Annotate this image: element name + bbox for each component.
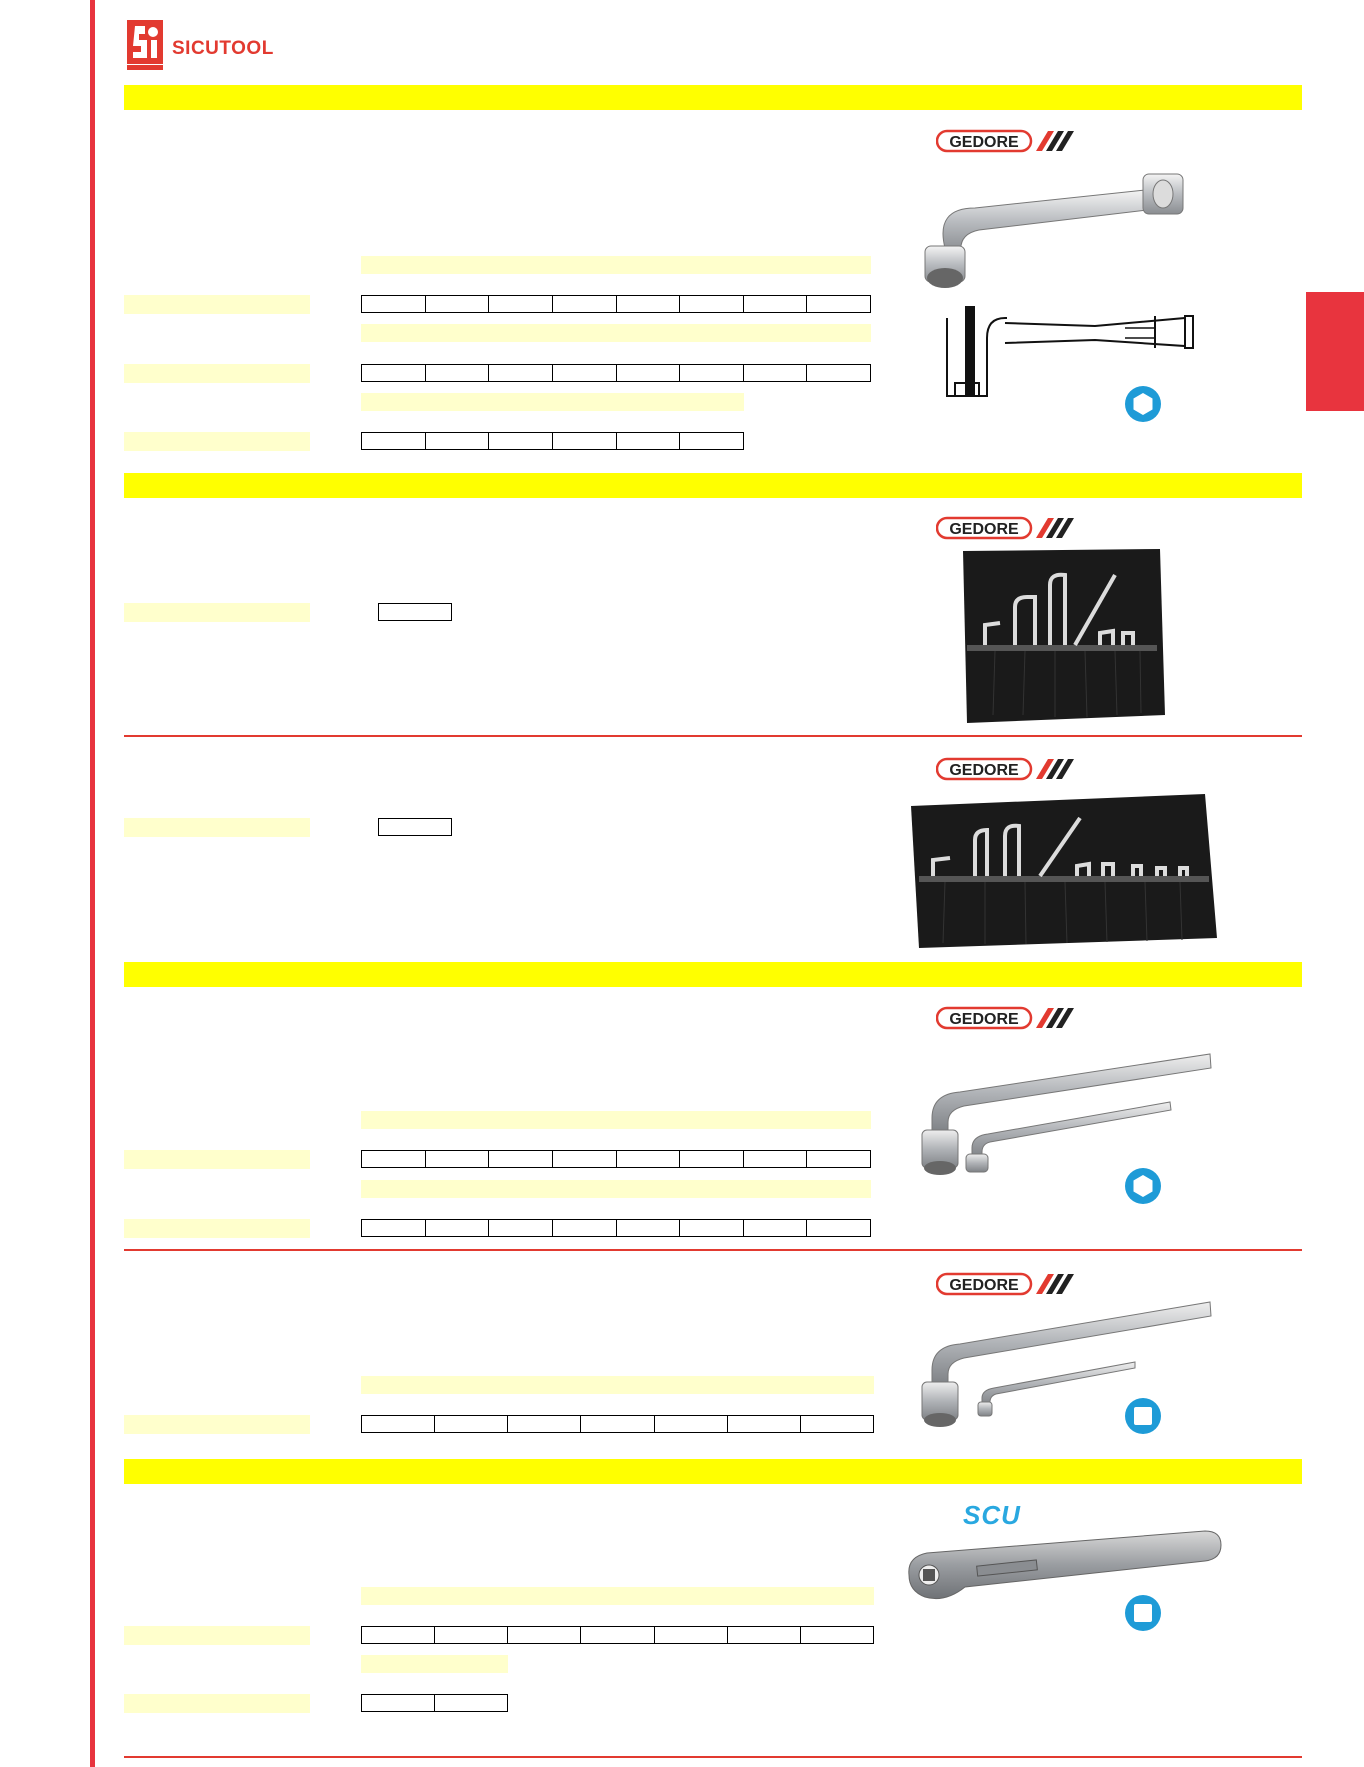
table-cell — [425, 1151, 489, 1167]
table-header-bar — [361, 1655, 508, 1673]
table-cell — [800, 1627, 873, 1643]
table-header-bar — [361, 324, 871, 342]
scu-brand-text: SCU — [963, 1502, 1021, 1528]
row-label-bar — [124, 364, 310, 383]
table-cell — [362, 1695, 434, 1711]
tool-roll-large-set-image — [905, 788, 1220, 953]
gedore-brand-text: GEDORE — [949, 1277, 1019, 1294]
table-cell — [507, 1627, 580, 1643]
table-cell — [434, 1416, 507, 1432]
table-header-bar — [361, 1180, 871, 1198]
table-cell — [806, 1151, 870, 1167]
table-cell — [616, 433, 680, 449]
gedore-brand-text: GEDORE — [949, 521, 1019, 538]
table-row — [361, 295, 871, 313]
table-row — [361, 1219, 871, 1237]
table-cell — [362, 1220, 425, 1236]
table-cell — [362, 1627, 434, 1643]
row-label-bar — [124, 432, 310, 451]
table-header-bar — [361, 1111, 871, 1129]
row-label-bar — [124, 603, 310, 622]
table-cell — [488, 1220, 552, 1236]
table-header-bar — [361, 256, 871, 274]
row-label-bar — [124, 1219, 310, 1238]
table-cell — [806, 296, 870, 312]
gedore-brand-text: GEDORE — [949, 1011, 1019, 1028]
table-cell — [362, 433, 425, 449]
gedore-badge — [936, 515, 1076, 546]
table-cell — [743, 365, 807, 381]
table-row — [361, 1626, 874, 1644]
article-box — [378, 818, 452, 836]
table-row — [361, 432, 744, 450]
table-cell — [362, 365, 425, 381]
table-cell — [488, 365, 552, 381]
table-cell — [552, 433, 616, 449]
table-cell — [552, 296, 616, 312]
section-band-1 — [124, 85, 1302, 110]
table-cell — [434, 1695, 507, 1711]
table-cell — [743, 296, 807, 312]
section-divider — [124, 1249, 1302, 1251]
hexagon-profile-icon — [1124, 385, 1162, 428]
table-cell — [743, 1151, 807, 1167]
page-margin-line — [90, 0, 95, 1767]
table-header-bar — [361, 1376, 874, 1394]
table-cell — [488, 433, 552, 449]
section-divider — [124, 1756, 1302, 1758]
table-cell — [580, 1416, 653, 1432]
table-cell — [434, 1627, 507, 1643]
table-cell — [507, 1416, 580, 1432]
brand-name: SICUTOOL — [172, 38, 274, 59]
row-label-bar — [124, 818, 310, 837]
square-profile-icon — [1124, 1594, 1162, 1637]
hexagon-profile-icon — [1124, 1167, 1162, 1210]
table-cell — [654, 1416, 727, 1432]
section-band-4 — [124, 1459, 1302, 1484]
gedore-badge — [936, 756, 1076, 787]
gedore-badge — [936, 1005, 1076, 1036]
angled-socket-wrench-image — [915, 168, 1215, 413]
table-cell — [616, 1151, 680, 1167]
table-cell — [425, 365, 489, 381]
table-row — [361, 1415, 874, 1433]
table-cell — [806, 1220, 870, 1236]
table-cell — [552, 365, 616, 381]
table-row — [361, 1694, 508, 1712]
flat-square-wrench-image — [905, 1525, 1225, 1620]
section-divider — [124, 735, 1302, 737]
table-cell — [679, 296, 743, 312]
table-cell — [580, 1627, 653, 1643]
l-socket-wrench-pair-image — [910, 1048, 1220, 1193]
table-cell — [425, 1220, 489, 1236]
sicutool-logo — [127, 20, 163, 75]
table-cell — [806, 365, 870, 381]
table-cell — [425, 433, 489, 449]
table-cell — [800, 1416, 873, 1432]
gedore-brand-text: GEDORE — [949, 134, 1019, 151]
table-cell — [488, 1151, 552, 1167]
table-cell — [679, 1220, 743, 1236]
section-band-3 — [124, 962, 1302, 987]
gedore-brand-text: GEDORE — [949, 762, 1019, 779]
table-header-bar — [361, 393, 744, 411]
article-box — [378, 603, 452, 621]
section-band-2 — [124, 473, 1302, 498]
table-cell — [743, 1220, 807, 1236]
table-cell — [679, 433, 743, 449]
table-cell — [679, 365, 743, 381]
row-label-bar — [124, 295, 310, 314]
table-cell — [362, 1416, 434, 1432]
table-cell — [616, 1220, 680, 1236]
table-cell — [679, 1151, 743, 1167]
table-header-bar — [361, 1587, 874, 1605]
row-label-bar — [124, 1694, 310, 1713]
sicutool-emblem-icon — [127, 20, 163, 70]
square-profile-icon — [1124, 1397, 1162, 1440]
table-cell — [654, 1627, 727, 1643]
table-cell — [488, 296, 552, 312]
table-cell — [362, 1151, 425, 1167]
tool-roll-set-image — [955, 545, 1170, 730]
row-label-bar — [124, 1150, 310, 1169]
table-cell — [552, 1151, 616, 1167]
table-cell — [727, 1416, 800, 1432]
gedore-badge — [936, 128, 1076, 159]
table-cell — [727, 1627, 800, 1643]
section-side-tab[interactable] — [1306, 292, 1364, 411]
row-label-bar — [124, 1415, 310, 1434]
table-row — [361, 364, 871, 382]
table-cell — [552, 1220, 616, 1236]
row-label-bar — [124, 1626, 310, 1645]
table-cell — [616, 296, 680, 312]
table-cell — [425, 296, 489, 312]
table-cell — [616, 365, 680, 381]
l-square-socket-wrench-pair-image — [910, 1296, 1220, 1441]
table-cell — [362, 296, 425, 312]
table-row — [361, 1150, 871, 1168]
